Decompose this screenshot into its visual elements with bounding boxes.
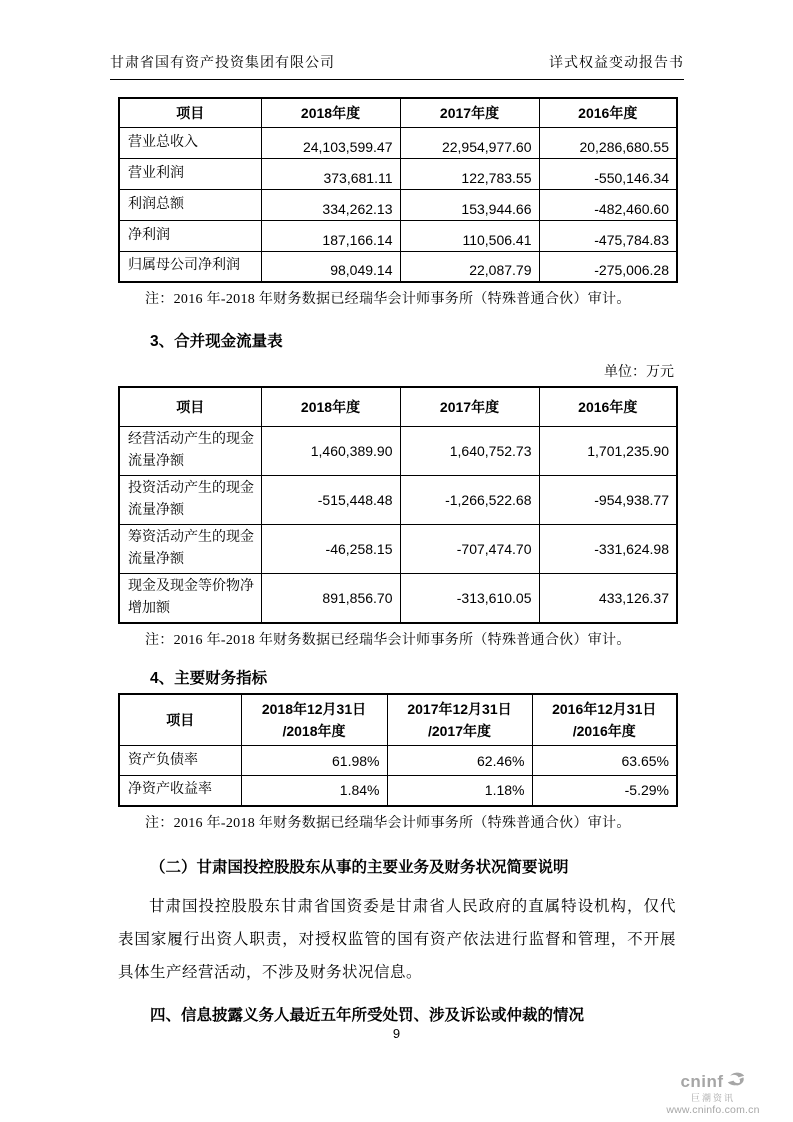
cell-value: 61.98% bbox=[241, 746, 387, 776]
cninfo-logo-subtitle: 巨潮资讯 bbox=[690, 1093, 735, 1104]
cell-value: 153,944.66 bbox=[400, 189, 539, 220]
cell-value: -313,610.05 bbox=[400, 573, 539, 623]
section-heading-penalties: 四、信息披露义务人最近五年所受处罚、涉及诉讼或仲裁的情况 bbox=[150, 1006, 585, 1024]
cell-value: -46,258.15 bbox=[261, 524, 400, 573]
cninfo-url: www.cninfo.com.cn bbox=[666, 1103, 760, 1116]
cninfo-logo bbox=[638, 1070, 788, 1116]
page-header bbox=[110, 52, 684, 80]
cell-value: 20,286,680.55 bbox=[539, 127, 677, 158]
header-line1: 2016年12月31日 bbox=[552, 700, 657, 717]
row-label: 筹资活动产生的现金流量净额 bbox=[119, 524, 261, 573]
row-label: 净利润 bbox=[119, 220, 261, 251]
body-paragraph: 甘肃国投控股股东甘肃省国资委是甘肃省人民政府的直属特设机构，仅代表国家履行出资人职责，对授权监管的国有资产依法进行监督和管理，不开展具体生产经营活动，不涉及财务状况信息。 bbox=[118, 897, 676, 981]
table-row bbox=[119, 776, 677, 806]
header-doc-title: 详式权益变动报告书 bbox=[549, 56, 684, 71]
cell-value: 1,460,389.90 bbox=[261, 426, 400, 475]
unit-label: 单位：万元 bbox=[604, 365, 674, 380]
col-header-item: 项目 bbox=[119, 387, 261, 426]
cell-value: 22,954,977.60 bbox=[400, 127, 539, 158]
col-header-2016: 2016年度 bbox=[539, 98, 677, 127]
cell-value: -550,146.34 bbox=[539, 158, 677, 189]
table-row bbox=[119, 475, 677, 524]
section-heading-cashflow: 3、合并现金流量表 bbox=[150, 333, 283, 350]
col-header-2017 bbox=[387, 694, 532, 746]
cell-value: 63.65% bbox=[532, 746, 677, 776]
row-label: 投资活动产生的现金流量净额 bbox=[119, 475, 261, 524]
col-header-2018: 2018年度 bbox=[261, 98, 400, 127]
header-line1: 2018年12月31日 bbox=[261, 700, 367, 717]
cell-value: 110,506.41 bbox=[400, 220, 539, 251]
col-header-item: 项目 bbox=[119, 98, 261, 127]
cell-value: 334,262.13 bbox=[261, 189, 400, 220]
cell-value: 433,126.37 bbox=[539, 573, 677, 623]
table-row bbox=[119, 746, 677, 776]
cell-value: 187,166.14 bbox=[261, 220, 400, 251]
header-line2: /2016年度 bbox=[572, 722, 636, 739]
cell-value: 1,701,235.90 bbox=[539, 426, 677, 475]
cell-value: 1.18% bbox=[387, 776, 532, 806]
cell-value: -954,938.77 bbox=[539, 475, 677, 524]
col-header-2018 bbox=[241, 694, 387, 746]
cell-value: 1.84% bbox=[241, 776, 387, 806]
cninfo-swirl-icon bbox=[726, 1070, 746, 1093]
cell-value: 24,103,599.47 bbox=[261, 127, 400, 158]
audit-note: 注：2016 年-2018 年财务数据已经瑞华会计师事务所（特殊普通合伙）审计。 bbox=[145, 815, 631, 831]
cninfo-logo-text: cninf bbox=[680, 1071, 724, 1091]
col-header-2017: 2017年度 bbox=[400, 98, 539, 127]
table-header-row bbox=[119, 387, 677, 426]
row-label: 营业利润 bbox=[119, 158, 261, 189]
audit-note: 注：2016 年-2018 年财务数据已经瑞华会计师事务所（特殊普通合伙）审计。 bbox=[145, 632, 631, 648]
page-number: 9 bbox=[392, 1026, 401, 1041]
table-header-row bbox=[119, 98, 677, 127]
income-statement-table bbox=[118, 97, 678, 283]
cell-value: -475,784.83 bbox=[539, 220, 677, 251]
header-line1: 2017年12月31日 bbox=[407, 700, 512, 717]
col-header-item: 项目 bbox=[119, 694, 241, 746]
cell-value: -1,266,522.68 bbox=[400, 475, 539, 524]
cashflow-table bbox=[118, 386, 678, 624]
table-row bbox=[119, 189, 677, 220]
table-row bbox=[119, 251, 677, 282]
table-row bbox=[119, 220, 677, 251]
section-heading-shareholder-business: （二）甘肃国投控股股东从事的主要业务及财务状况简要说明 bbox=[150, 858, 569, 876]
col-header-2018: 2018年度 bbox=[261, 387, 400, 426]
header-line2: /2018年度 bbox=[282, 722, 346, 739]
col-header-2016: 2016年度 bbox=[539, 387, 677, 426]
col-header-2017: 2017年度 bbox=[400, 387, 539, 426]
cell-value: -515,448.48 bbox=[261, 475, 400, 524]
cell-value: 1,640,752.73 bbox=[400, 426, 539, 475]
financial-indicators-table bbox=[118, 693, 678, 807]
row-label: 净资产收益率 bbox=[119, 776, 241, 806]
cell-value: 22,087.79 bbox=[400, 251, 539, 282]
table-row bbox=[119, 127, 677, 158]
cell-value: 373,681.11 bbox=[261, 158, 400, 189]
cell-value: -707,474.70 bbox=[400, 524, 539, 573]
col-header-2016 bbox=[532, 694, 677, 746]
cell-value: 98,049.14 bbox=[261, 251, 400, 282]
table-row bbox=[119, 524, 677, 573]
cell-value: -5.29% bbox=[532, 776, 677, 806]
audit-note: 注：2016 年-2018 年财务数据已经瑞华会计师事务所（特殊普通合伙）审计。 bbox=[145, 292, 631, 307]
table-row bbox=[119, 426, 677, 475]
table-header-row bbox=[119, 694, 677, 746]
row-label: 资产负债率 bbox=[119, 746, 241, 776]
row-label: 利润总额 bbox=[119, 189, 261, 220]
cell-value: -275,006.28 bbox=[539, 251, 677, 282]
row-label: 经营活动产生的现金流量净额 bbox=[119, 426, 261, 475]
cell-value: 62.46% bbox=[387, 746, 532, 776]
cell-value: 122,783.55 bbox=[400, 158, 539, 189]
table-row bbox=[119, 158, 677, 189]
header-company-name: 甘肃省国有资产投资集团有限公司 bbox=[110, 56, 335, 71]
cell-value: -331,624.98 bbox=[539, 524, 677, 573]
row-label: 营业总收入 bbox=[119, 127, 261, 158]
row-label: 现金及现金等价物净增加额 bbox=[119, 573, 261, 623]
header-line2: /2017年度 bbox=[427, 722, 492, 739]
cell-value: 891,856.70 bbox=[261, 573, 400, 623]
table-row bbox=[119, 573, 677, 623]
row-label: 归属母公司净利润 bbox=[119, 251, 261, 282]
section-heading-indicators: 4、主要财务指标 bbox=[150, 669, 268, 687]
cell-value: -482,460.60 bbox=[539, 189, 677, 220]
